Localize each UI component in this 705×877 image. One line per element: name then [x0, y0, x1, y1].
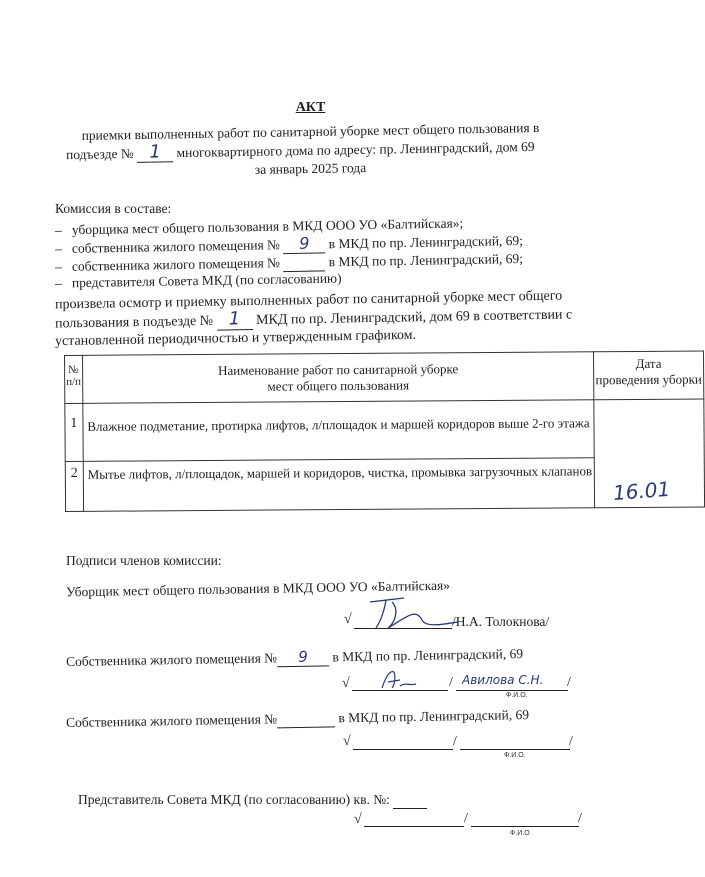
cleaner-check: √ [344, 612, 352, 627]
entrance-handwritten-number: 1 [149, 141, 162, 163]
paragraph-line-2: пользования в подъезде № 1 МКД по пр. Ленинградский, дом 69 в соответствии с [54, 307, 573, 332]
paragraph-line-1: произвела осмотр и приемку выполненных работ по санитарной уборке мест общего [54, 288, 563, 313]
commission-item-3: – собственника жилого помещения № в МКД по пр. Ленинградский, 69; [54, 250, 524, 275]
commission-item-2: – собственника жилого помещения № 9 в МКД по пр. Ленинградский, 69; [54, 232, 524, 257]
works-table-wrapper [64, 351, 705, 512]
owner1-name-line [456, 690, 568, 691]
paragraph-line-3: установленной периодичностью и утвержденным графиком. [54, 327, 417, 350]
owner1-slash-end: / [567, 675, 571, 690]
owner1-slash: / [449, 675, 453, 690]
cleaner-name: /Н.А. Толокнова/ [452, 614, 550, 629]
owner1-check: √ [342, 676, 350, 691]
works-table [64, 351, 705, 512]
apartment-handwritten-number: 9 [299, 233, 310, 253]
representative-line: Представитель Совета МКД (по согласованию) кв. №: [78, 792, 427, 809]
owner2-name-line [460, 749, 570, 750]
owner1-name-handwritten: Авилова С.Н. [462, 673, 544, 687]
rep-name-line [471, 826, 579, 827]
row-work: Влажное подметание, протирка лифтов, л/площадок и маршей коридоров выше 2-го этажа [83, 400, 595, 462]
owner2-slash-end: / [569, 734, 573, 749]
owner2-slash: / [453, 734, 457, 749]
subtitle-line-2: подъезде № 1 многоквартирного дома по адресу: пр. Ленинградский, дом 69 [65, 138, 535, 163]
row-work: Мытье лифтов, л/площадок, маршей и коридоров, чистка, промывка загрузочных клапанов [83, 458, 595, 512]
cleaner-line: Уборщик мест общего пользования в МКД ООО УО «Балтийская» [65, 577, 451, 600]
owner2-check: √ [343, 734, 351, 749]
table-row [65, 399, 704, 461]
subtitle-line-1: приемки выполненных работ по санитарной уборке мест общего пользования в [81, 120, 540, 143]
owner2-line: Собственника жилого помещения № в МКД по пр. Ленинградский, 69 [65, 706, 530, 731]
header-number: № п/п [65, 355, 83, 403]
rep-slash: / [464, 811, 468, 826]
rep-fio-label: Ф.И.О [510, 830, 530, 837]
owner1-fio-label: Ф.И.О. [506, 692, 528, 699]
header-date: Дата проведения уборки [594, 351, 704, 400]
rep-slash-end: / [578, 811, 582, 826]
owner2-fio-label: Ф.И.О. [504, 752, 526, 759]
commission-item-4: – представителя Совета МКД (по согласованию) [54, 270, 342, 291]
commission-item-1: – уборщика мест общего пользования в МКД ООО УО «Балтийская»; [54, 215, 464, 238]
owner1-handwritten-number: 9 [298, 647, 309, 666]
date-handwritten: 16.01 [612, 476, 672, 506]
owner2-signature-line [353, 749, 453, 750]
date-cell [594, 399, 704, 508]
signatures-heading: Подписи членов комиссии: [66, 553, 222, 568]
owner1-signature [372, 666, 422, 692]
commission-heading: Комиссия в составе: [55, 201, 172, 216]
rep-signature-line [364, 826, 464, 827]
table-header-row [65, 351, 704, 403]
subtitle-line-3: за январь 2025 года [254, 160, 367, 177]
cleaner-signature [364, 590, 460, 634]
rep-check: √ [354, 812, 362, 827]
owner1-line: Собственника жилого помещения № 9 в МКД по пр. Ленинградский, 69 [65, 646, 524, 669]
header-work-name: Наименование работ по санитарной уборке мест общего пользования [82, 352, 594, 404]
document-title: АКТ [295, 100, 326, 115]
row-number: 1 [65, 403, 83, 461]
entrance-handwritten-number-2: 1 [228, 308, 241, 330]
row-number: 2 [65, 461, 83, 511]
